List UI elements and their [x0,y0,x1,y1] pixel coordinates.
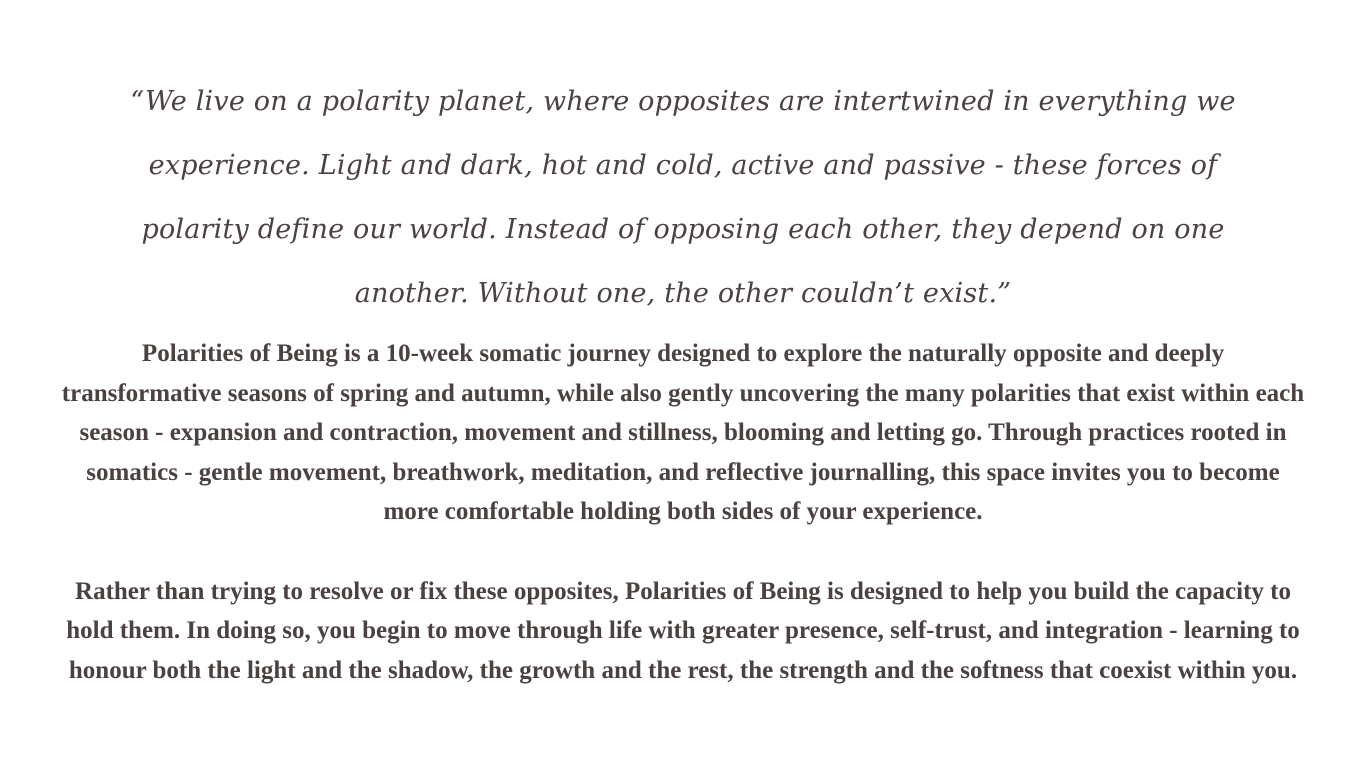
intro-paragraph: Polarities of Being is a 10-week somatic journey designed to explore the naturally opposite and deeply transformative seasons of spring and autumn, while also gently uncovering the many polarities that exist within each season - expansion and contraction, movement and stillness, blooming and letting go. Through practices rooted in somatics - gentle movement, breathwork, meditation, and reflective journalling, this space invites you to become more comfortable holding both sides of your experience. [61,340,1305,525]
capacity-paragraph: Rather than trying to resolve or fix these opposites, Polarities of Being is designed to help you build the capacity to hold them. In doing so, you begin to move through life with greater presence, self-trust, and integration - learning to honour both the light and the shadow, the growth and the rest, the strength and the softness that coexist within you. [66,577,1300,684]
polarity-quote: “We live on a polarity planet, where opposites are intertwined in everything we experience. Light and dark, hot and cold, active and passive - these forces of polarity define our world. Instead of opposing each other, they depend on one another. Without one, the other couldn’t exist.” [130,86,1236,309]
